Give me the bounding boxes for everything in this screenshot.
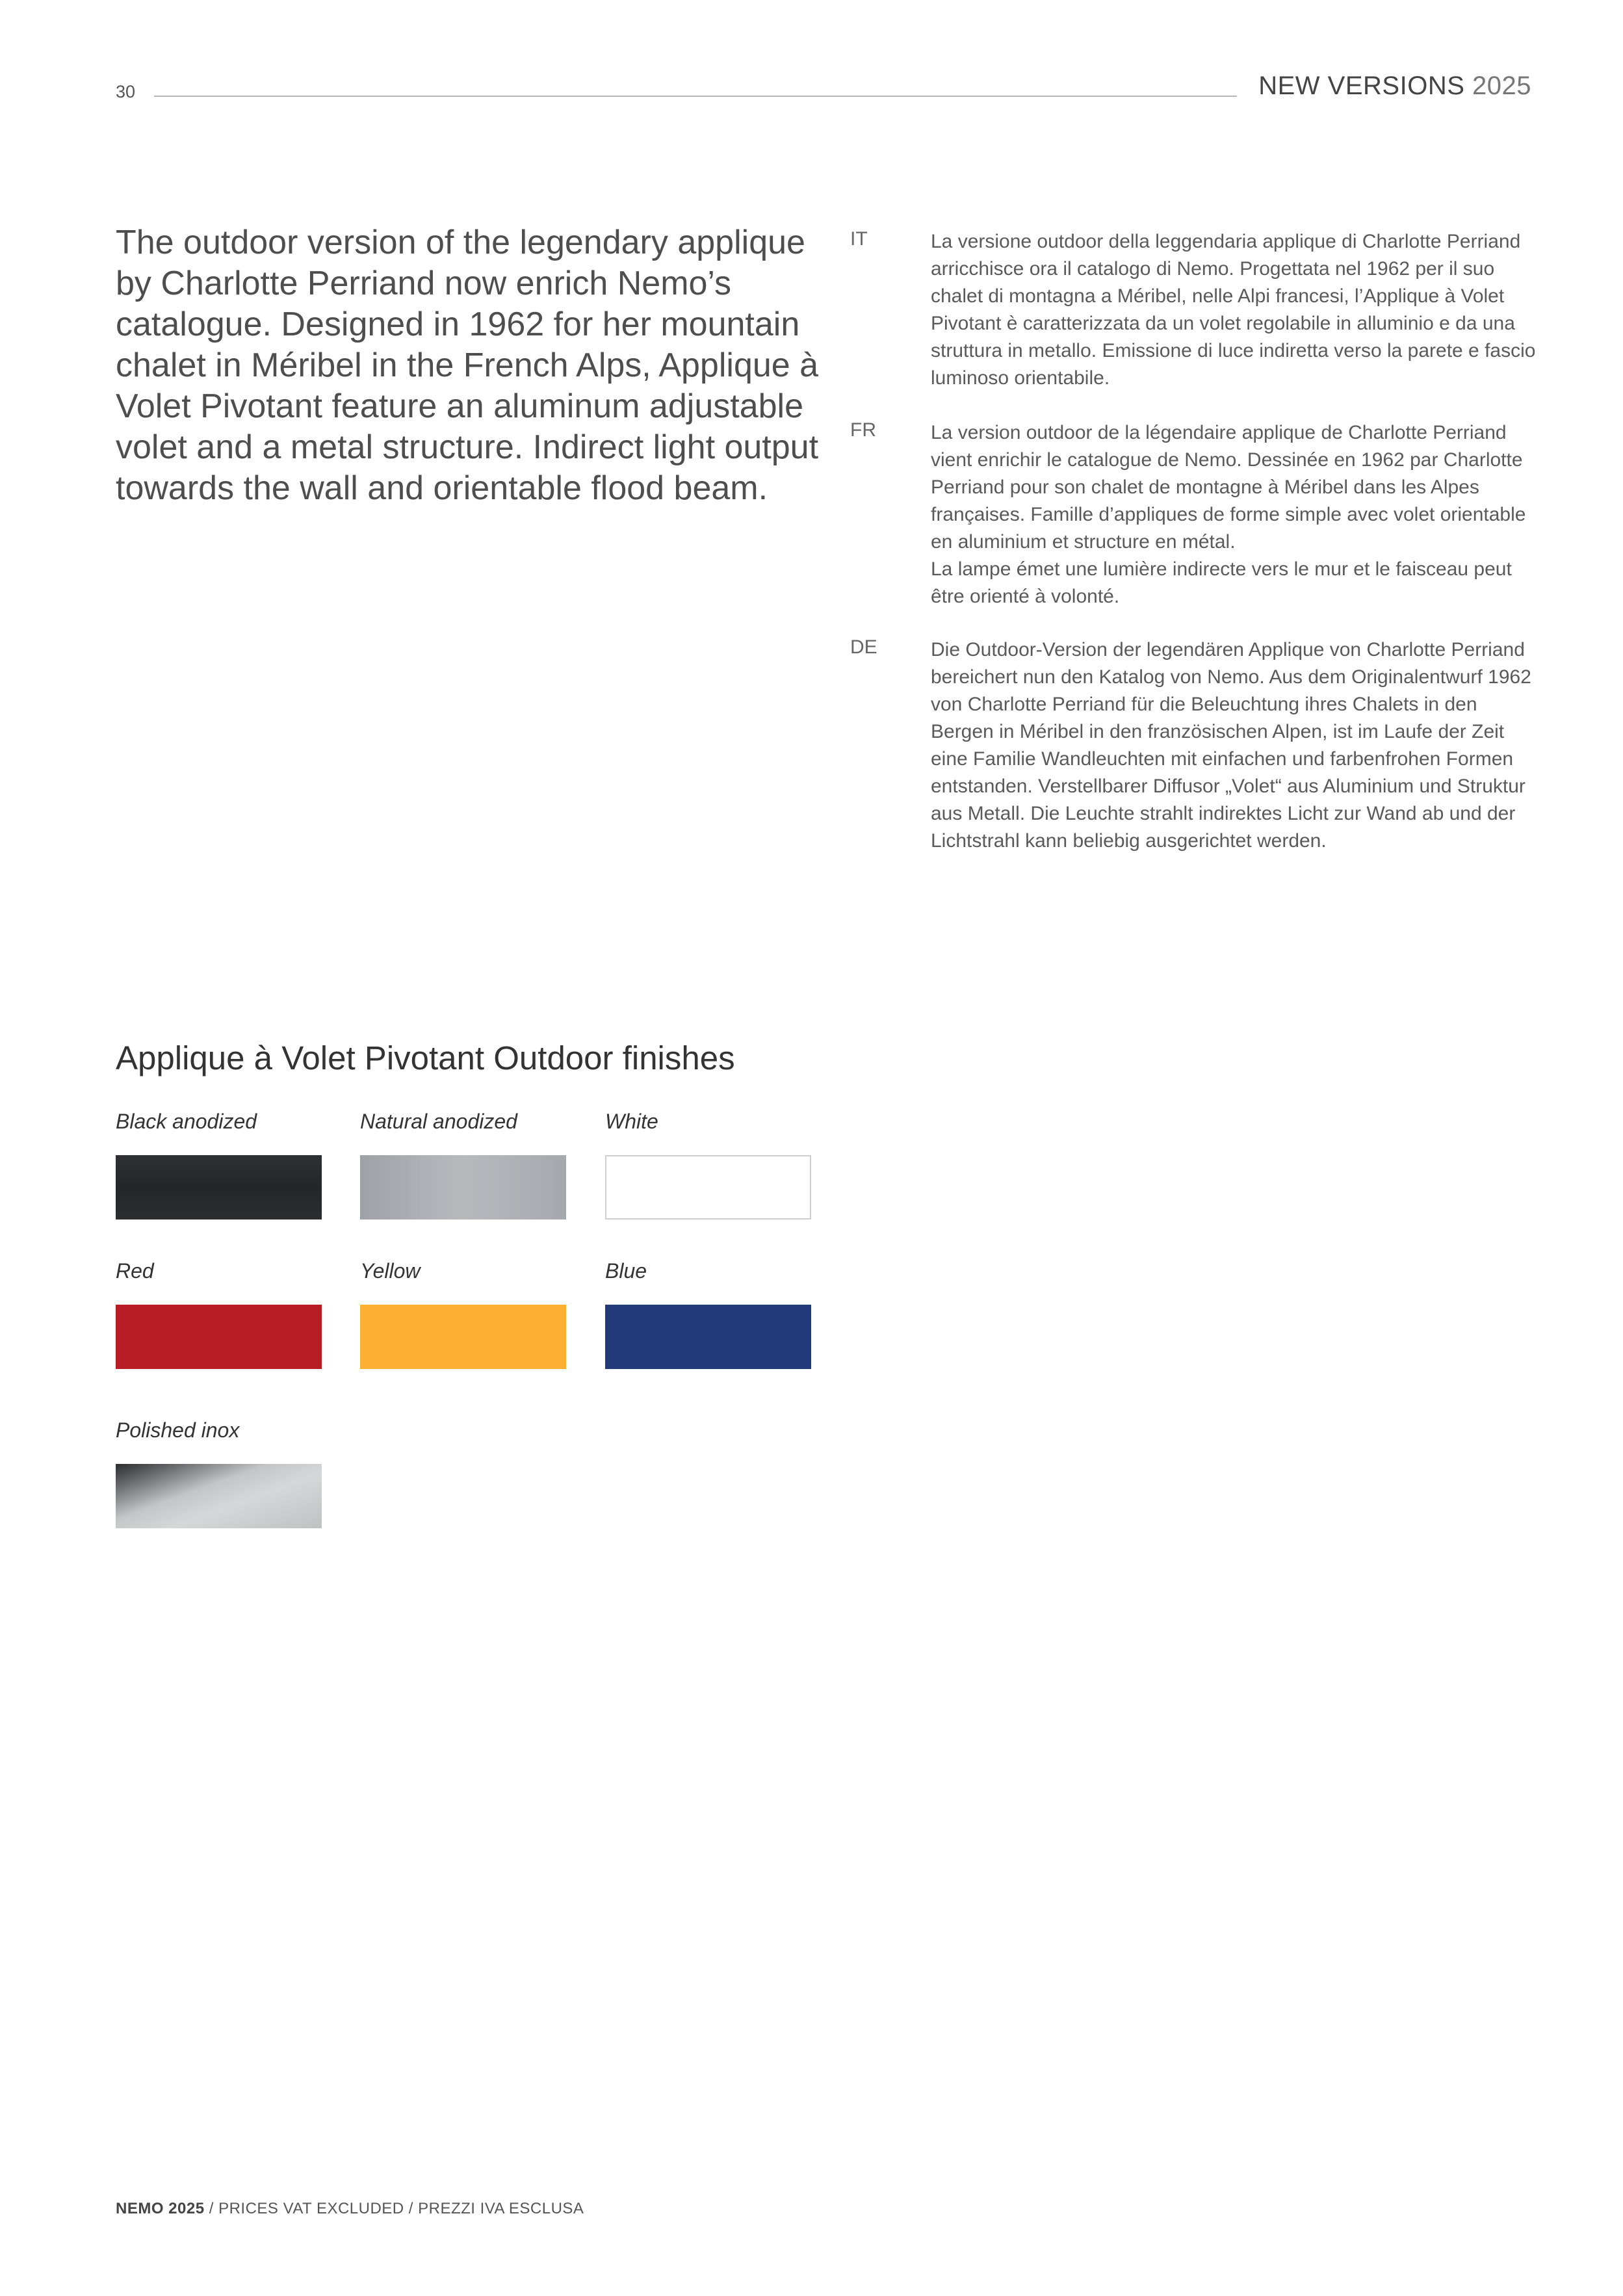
finish-swatch-blue — [605, 1305, 811, 1369]
page-footer — [116, 2200, 584, 2218]
footer-text: / PRICES VAT EXCLUDED / PREZZI IVA ESCLUSA — [204, 2200, 584, 2217]
language-code: FR — [850, 419, 876, 441]
translation-text: La versione outdoor della leggendaria applique di Charlotte Perriand arricchisce ora il catalogo di Nemo. Progettata nel 1962 per il suo chalet di montagna a Méribel, nelle Alpi francesi, l’Applique à Volet Pivotant è caratterizzata da un volet regolabile in alluminio e da una struttura in metallo. Emissione di luce indiretta verso la parete e fascio luminoso orientabile. — [931, 231, 1536, 389]
page-number: 30 — [116, 82, 136, 101]
finish-label-blue: Blue — [605, 1259, 647, 1283]
footer-brand: NEMO 2025 — [116, 2200, 205, 2217]
translation-text: La version outdoor de la légendaire applique de Charlotte Perriand vient enrichir le catalogue de Nemo. Dessinée en 1962 par Charlotte Perriand pour son chalet de montagne à Méribel dans les Alpes françaises. Famille d’appliques de forme simple avec volet orientable en aluminium et structure en métal. — [931, 422, 1526, 553]
language-code: DE — [850, 636, 877, 658]
finish-swatch-yellow — [360, 1305, 566, 1369]
translation-text: Die Outdoor-Version der legendären Applique von Charlotte Perriand bereichert nun den Katalog von Nemo. Aus dem Originalentwurf 1962 von Charlotte Perriand für die Beleuchtung ihres Chalets in den Bergen in Méribel in den französischen Alpen, ist im Laufe der Zeit eine Familie Wandleuchten mit einfachen und farbenfrohen Formen entstanden. Verstellbarer Diffusor „Volet“ aus Aluminium und Struktur aus Metall. Die Leuchte strahlt indirektes Licht zur Wand ab und der Lichtstrahl kann beliebig ausgerichtet werden. — [931, 639, 1531, 852]
finish-label-red: Red — [116, 1259, 154, 1283]
section-title-text: NEW VERSIONS — [1258, 72, 1465, 100]
finish-label-natural-anodized: Natural anodized — [360, 1110, 517, 1133]
section-title-year: 2025 — [1472, 72, 1531, 100]
finish-label-polished-inox: Polished inox — [116, 1418, 240, 1442]
header-divider — [154, 96, 1237, 97]
section-title — [1258, 72, 1531, 101]
finish-swatch-black-anodized — [116, 1155, 322, 1220]
translation-text-continued: La lampe émet une lumière indirecte vers le mur et le faisceau peut être orienté à volonté. — [931, 558, 1512, 607]
language-code: IT — [850, 228, 868, 250]
intro-paragraph: The outdoor version of the legendary applique by Charlotte Perriand now enrich Nemo’s catalogue. Designed in 1962 for her mountain chalet in Méribel in the French Alps, Applique à Volet Pivotant feature an aluminum adjustable volet and a metal structure. Indirect light output towards the wall and orientable flood beam. — [116, 224, 819, 507]
finish-swatch-red — [116, 1305, 322, 1369]
finish-label-black-anodized: Black anodized — [116, 1110, 257, 1133]
finish-swatch-polished-inox — [116, 1464, 322, 1528]
finish-swatch-white — [605, 1155, 811, 1220]
finish-swatch-natural-anodized — [360, 1155, 566, 1220]
finish-label-yellow: Yellow — [360, 1259, 421, 1283]
translation-text-wrapper — [931, 419, 1542, 610]
finish-label-white: White — [605, 1110, 658, 1133]
finishes-title: Applique à Volet Pivotant Outdoor finishes — [116, 1039, 735, 1076]
